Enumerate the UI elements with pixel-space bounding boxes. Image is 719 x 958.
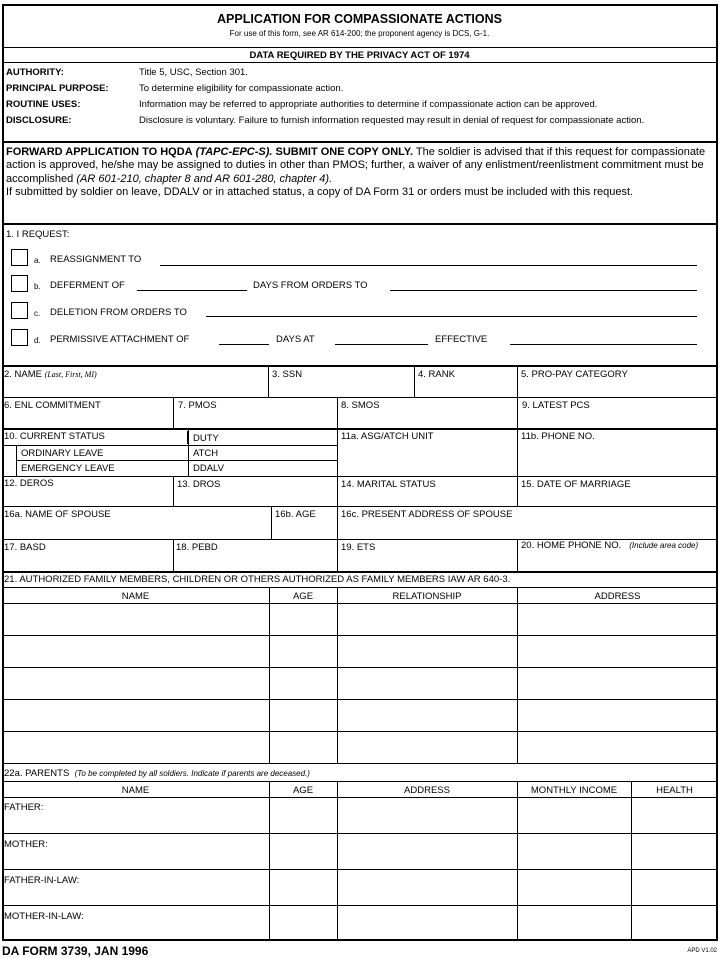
divider <box>337 398 338 429</box>
smos-label: 8. SMOS <box>341 400 380 411</box>
option-letter: c. <box>34 309 41 318</box>
duty-label: DUTY <box>193 433 219 444</box>
divider <box>269 782 270 941</box>
father-in-law-label: FATHER-IN-LAW: <box>4 875 80 886</box>
divider <box>517 540 518 571</box>
spouse-address-label: 16c. PRESENT ADDRESS OF SPOUSE <box>341 509 513 520</box>
forward-ref: (AR 601-210, chapter 8 and AR 601-280, chapter 4). <box>76 172 333 185</box>
family-col-address: ADDRESS <box>594 591 641 602</box>
forward-lead: FORWARD APPLICATION TO HQDA <box>6 146 193 158</box>
divider <box>2 797 718 798</box>
divider <box>337 507 338 539</box>
propay-label: 5. PRO-PAY CATEGORY <box>521 369 628 380</box>
phone-label: 11b. PHONE NO. <box>521 431 595 442</box>
authority-label: AUTHORITY: <box>6 67 64 78</box>
pebd-label: 18. PEBD <box>176 542 218 553</box>
divider <box>173 477 174 506</box>
deros-label: 12. DEROS <box>4 478 54 489</box>
divider <box>337 588 338 763</box>
spouse-name-label: 16a. NAME OF SPOUSE <box>4 509 111 520</box>
latest-pcs-label: 9. LATEST PCS <box>522 400 590 411</box>
basd-label: 17. BASD <box>4 542 46 553</box>
emergency-leave-label: EMERGENCY LEAVE <box>21 463 115 474</box>
form-title: APPLICATION FOR COMPASSIONATE ACTIONS <box>217 12 502 26</box>
ssn-label: 3. SSN <box>272 369 303 380</box>
divider <box>517 398 518 429</box>
parents-heading: 22a. PARENTS <box>4 768 70 779</box>
parents-col-income: MONTHLY INCOME <box>530 785 618 796</box>
pmos-label: 7. PMOS <box>178 400 217 411</box>
home-phone-label <box>521 541 715 550</box>
ets-label: 19. ETS <box>341 542 376 553</box>
name-hint: (Last, First, MI) <box>44 370 97 379</box>
family-col-name: NAME <box>121 591 150 602</box>
divider <box>2 781 718 782</box>
duty-box[interactable] <box>175 431 188 444</box>
divider <box>269 588 270 763</box>
marital-status-label: 14. MARITAL STATUS <box>341 479 436 490</box>
divider <box>517 366 518 397</box>
divider <box>2 445 337 446</box>
days-from-orders-field[interactable] <box>390 290 697 291</box>
parents-hint: (To be completed by all soldiers. Indicate if parents are deceased.) <box>74 769 310 778</box>
privacy-heading: DATA REQUIRED BY THE PRIVACY ACT OF 1974 <box>249 50 470 61</box>
deletion-field[interactable] <box>206 316 697 317</box>
parents-col-age: AGE <box>292 785 314 796</box>
table-row <box>2 731 718 732</box>
divider <box>517 430 518 476</box>
name-label-text: 2. NAME <box>4 369 43 380</box>
divider <box>2 476 718 477</box>
marriage-date-label: 15. DATE OF MARRIAGE <box>521 479 631 490</box>
divider <box>517 782 518 941</box>
divider <box>414 366 415 397</box>
disclosure-text: Disclosure is voluntary. Failure to furnish information requested may result in denial of request for compassionate action. <box>139 115 645 126</box>
forward-code: (TAPC-EPC-S). <box>195 146 273 158</box>
divider <box>631 782 632 941</box>
table-row <box>2 699 718 700</box>
divider <box>188 430 189 476</box>
option-letter: d. <box>34 336 41 345</box>
reassignment-field[interactable] <box>160 265 697 266</box>
deletion-checkbox[interactable] <box>11 302 28 319</box>
divider <box>2 47 718 48</box>
parents-col-name: NAME <box>121 785 150 796</box>
parents-col-health: HEALTH <box>656 785 693 796</box>
attachment-label: PERMISSIVE ATTACHMENT OF <box>50 334 190 345</box>
table-row <box>2 833 718 834</box>
routine-label: ROUTINE USES: <box>6 99 81 110</box>
spouse-age-label: 16b. AGE <box>275 509 316 520</box>
home-phone-text: 20. HOME PHONE NO. <box>521 540 622 551</box>
divider <box>2 141 718 143</box>
atch-label: ATCH <box>193 448 219 459</box>
divider <box>2 397 718 398</box>
request-heading: 1. I REQUEST: <box>6 229 70 240</box>
family-col-relationship: RELATIONSHIP <box>392 591 462 602</box>
days-from-orders-label: DAYS FROM ORDERS TO <box>253 280 368 291</box>
divider <box>2 587 718 588</box>
ddalv-label: DDALV <box>193 463 224 474</box>
divider <box>268 366 269 397</box>
deferment-label: DEFERMENT OF <box>50 280 125 291</box>
divider <box>2 571 718 573</box>
current-status-label: 10. CURRENT STATUS <box>4 431 105 442</box>
divider <box>2 428 718 430</box>
form-version: APD V1.02 <box>687 948 717 954</box>
effective-label: EFFECTIVE <box>435 334 488 345</box>
table-row <box>2 635 718 636</box>
reassignment-checkbox[interactable] <box>11 249 28 266</box>
purpose-text: To determine eligibility for compassionate action. <box>139 83 344 94</box>
days-at-label: DAYS AT <box>276 334 315 345</box>
option-letter: a. <box>34 256 41 265</box>
routine-text: Information may be referred to appropriate authorities to determine if compassionate action can be approved. <box>139 99 598 110</box>
forward-text-2: If submitted by soldier on leave, DDALV or in attached status, a copy of DA Form 31 or orders must be included with this request. <box>6 185 634 198</box>
reassignment-label: REASSIGNMENT TO <box>50 254 142 265</box>
deferment-checkbox[interactable] <box>11 275 28 292</box>
divider <box>337 430 338 476</box>
divider <box>2 223 718 225</box>
mother-label: MOTHER: <box>4 839 48 850</box>
deletion-label: DELETION FROM ORDERS TO <box>50 307 187 318</box>
divider <box>2 365 718 367</box>
disclosure-label: DISCLOSURE: <box>6 115 72 126</box>
divider <box>517 477 518 506</box>
divider <box>173 398 174 429</box>
days-at-field[interactable] <box>335 344 428 345</box>
mother-in-law-label: MOTHER-IN-LAW: <box>4 911 84 922</box>
table-row <box>2 869 718 870</box>
father-label: FATHER: <box>4 802 44 813</box>
option-letter: b. <box>34 282 41 291</box>
enl-commitment-label: 6. ENL COMMITMENT <box>4 400 101 411</box>
family-col-age: AGE <box>292 591 314 602</box>
dros-label: 13. DROS <box>177 479 221 490</box>
table-row <box>2 763 718 764</box>
deferment-days-field[interactable] <box>137 290 247 291</box>
name-label <box>4 369 97 380</box>
attachment-days-field[interactable] <box>219 344 269 345</box>
parents-heading-line <box>4 768 310 779</box>
forward-instructions <box>6 146 714 199</box>
forward-text-1: The soldier is advised that if this request for compassionate action is approved, he/she may be assigned to duties in other than PMOS; further, a waiver of any enlistment/reenlistment commitment must be accomplished <box>6 146 706 185</box>
parents-col-address: ADDRESS <box>404 785 450 796</box>
divider <box>517 588 518 763</box>
form-subtitle: For use of this form, see AR 614-200; the proponent agency is DCS, G-1. <box>229 29 490 38</box>
asg-unit-label: 11a. ASG/ATCH UNIT <box>341 431 434 442</box>
form-id: DA FORM 3739, JAN 1996 <box>2 944 149 958</box>
authority-text: Title 5, USC, Section 301. <box>139 67 248 78</box>
divider <box>337 477 338 506</box>
purpose-label: PRINCIPAL PURPOSE: <box>6 83 109 94</box>
divider <box>16 460 337 461</box>
rank-label: 4. RANK <box>418 369 455 380</box>
divider <box>2 506 718 507</box>
divider <box>337 540 338 571</box>
divider <box>2 603 718 604</box>
divider <box>2 62 718 63</box>
home-phone-hint: (Include area code) <box>629 541 699 550</box>
ordinary-leave-label: ORDINARY LEAVE <box>21 448 104 459</box>
table-row <box>2 905 718 906</box>
forward-submit: SUBMIT ONE COPY ONLY. <box>275 146 414 158</box>
effective-field[interactable] <box>510 344 697 345</box>
family-heading: 21. AUTHORIZED FAMILY MEMBERS, CHILDREN OR OTHERS AUTHORIZED AS FAMILY MEMBERS IAW AR 640-3. <box>4 574 511 585</box>
attachment-checkbox[interactable] <box>11 329 28 346</box>
divider <box>173 540 174 571</box>
divider <box>337 782 338 941</box>
divider <box>271 507 272 539</box>
table-row <box>2 667 718 668</box>
